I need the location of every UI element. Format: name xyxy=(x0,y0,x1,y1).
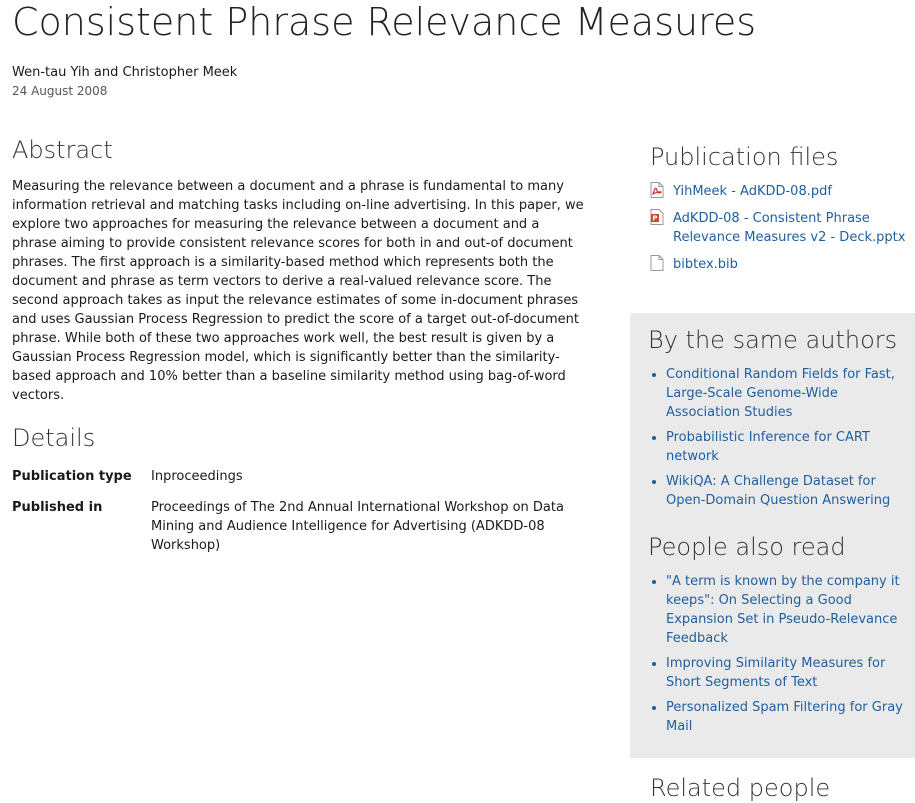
authors: Wen-tau Yih and Christopher Meek xyxy=(12,65,238,80)
publication-files-section xyxy=(650,142,915,282)
file-link-pdf[interactable]: YihMeek - AdKDD-08.pdf xyxy=(673,184,832,199)
details-row-published-in xyxy=(12,498,587,567)
svg-text:P: P xyxy=(652,214,658,223)
list-item xyxy=(666,428,907,466)
list-item xyxy=(666,654,907,692)
same-authors-heading: By the same authors xyxy=(648,326,898,354)
pdf-file-icon xyxy=(650,182,664,198)
list-item xyxy=(666,365,907,422)
file-item xyxy=(650,209,915,247)
people-also-read-link[interactable]: Personalized Spam Filtering for Gray Mail xyxy=(666,700,903,734)
main-column xyxy=(12,135,587,567)
page-title: Consistent Phrase Relevance Measures xyxy=(12,0,757,44)
same-authors-link[interactable]: Probabilistic Inference for CART network xyxy=(666,430,870,464)
publication-files-heading: Publication files xyxy=(650,143,839,171)
details-key: Publication type xyxy=(12,469,132,484)
file-list xyxy=(650,182,915,274)
file-item xyxy=(650,182,915,201)
same-authors-link[interactable]: Conditional Random Fields for Fast, Large-Scale Genome-Wide Association Studies xyxy=(666,367,895,420)
details-value: Inproceedings xyxy=(151,469,243,484)
file-link-pptx[interactable]: AdKDD-08 - Consistent Phrase Relevance Measures v2 - Deck.pptx xyxy=(673,211,906,245)
blank-file-icon xyxy=(650,255,664,271)
same-authors-link[interactable]: WikiQA: A Challenge Dataset for Open-Domain Question Answering xyxy=(666,474,891,508)
details-value: Proceedings of The 2nd Annual International Workshop on Data Mining and Audience Intelligence for Advertising (ADKDD-08 Workshop) xyxy=(151,500,564,553)
related-people-heading: Related people xyxy=(650,774,831,802)
details-row-publication-type xyxy=(12,467,587,498)
publication-date: 24 August 2008 xyxy=(12,84,108,98)
people-also-read-list xyxy=(648,572,907,736)
file-item xyxy=(650,255,915,274)
people-also-read-heading: People also read xyxy=(648,533,846,561)
abstract-text: Measuring the relevance between a document and a phrase is fundamental to many information retrieval and matching tasks including on-line advertising. In this paper, we explore two approaches for measuring the relevance between a document and a phrase aiming to provide consistent relevance scores for both in and out-of document phrases. The first approach is a similarity-based method which represents both the document and phrase as term vectors to derive a real-valued relevance score. The second approach takes as input the relevance estimates of some in-document phrases and uses Gaussian Process Regression to predict the score of a target out-of-document phrase. While both of these two approaches work well, the best result is given by a Gaussian Process Regression model, which is significantly better than the similarity-based approach and 10% better than a baseline similarity method using bag-of-word vectors. xyxy=(12,179,584,403)
abstract-heading: Abstract xyxy=(12,136,113,164)
people-also-read-link[interactable]: "A term is known by the company it keeps": On Selecting a Good Expansion Set in Pseudo-Relevance Feedback xyxy=(666,574,900,646)
same-authors-list xyxy=(648,365,907,510)
side-panel xyxy=(630,313,915,758)
file-link-bib[interactable]: bibtex.bib xyxy=(673,257,738,272)
details-key: Published in xyxy=(12,500,103,515)
list-item xyxy=(666,698,907,736)
people-also-read-link[interactable]: Improving Similarity Measures for Short Segments of Text xyxy=(666,656,886,690)
details-heading: Details xyxy=(12,424,96,452)
pptx-file-icon xyxy=(650,209,664,225)
list-item xyxy=(666,572,907,648)
list-item xyxy=(666,472,907,510)
details-table xyxy=(12,467,587,567)
